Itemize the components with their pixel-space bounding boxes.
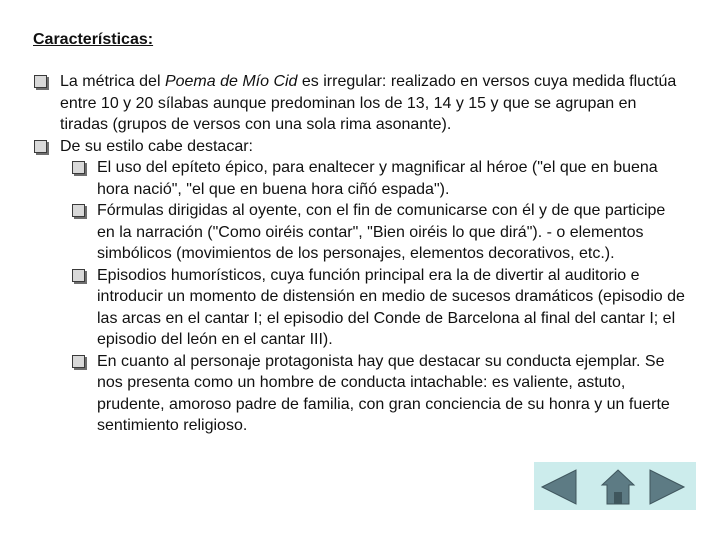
arrow-left-icon: [540, 468, 580, 506]
checkbox-bullet-icon: [34, 75, 47, 88]
item-text: El uso del epíteto épico, para enaltecer y magnificar al héroe ("el que en buena hora nació", "el que en buena hora ciñó espada").: [97, 159, 658, 198]
heading: Características:: [33, 31, 154, 48]
item-text: En cuanto al personaje protagonista hay que destacar su conducta ejemplar. Se nos presenta como un hombre de conducta intachable: es valiente, astuto, prudente, amoroso padre de familia, con gran conciencia de su honra y un fuerte sentimiento religioso.: [97, 352, 670, 434]
list-item-metrica: [60, 71, 685, 136]
checkbox-bullet-icon: [72, 355, 85, 368]
navigation-bar: [534, 462, 696, 510]
next-button[interactable]: [646, 468, 686, 506]
list-item-epiteto: [97, 157, 685, 200]
item-text-after: es irregular: realizado en versos cuya medida fluctúa entre 10 y 20 sílabas aunque predominan los de 13, 14 y 15 y que se agrupan en tiradas (grupos de versos con una sola rima asonante).: [60, 73, 677, 133]
checkbox-bullet-icon: [72, 161, 85, 174]
item-text: Episodios humorísticos, cuya función principal era la de divertir al auditorio e introducir un momento de distensión en medio de sucesos dramáticos (episodio de las arcas en el cantar I; el episodio del Conde de Barcelona al final del cantar I; el episodio del león en el cantar III).: [97, 266, 685, 348]
list-item-episodios: [97, 265, 685, 351]
item-text-before: La métrica del: [60, 73, 165, 90]
list-item-personaje: [97, 351, 685, 437]
home-icon: [598, 468, 638, 506]
item-text: De su estilo cabe destacar:: [60, 137, 253, 155]
list-item-formulas: [97, 200, 685, 265]
item-text: Fórmulas dirigidas al oyente, con el fin de comunicarse con él y de que participe en la narración ("Como oiréis contar", "Bien oiréis lo que dirá"). - o elementos simbólicos (movimientos de los personajes, elementos decorativos, etc.).: [97, 202, 666, 262]
previous-button[interactable]: [540, 468, 580, 506]
arrow-right-icon: [646, 468, 686, 506]
checkbox-bullet-icon: [72, 204, 85, 217]
list-item-estilo: [60, 136, 685, 158]
poem-title: Poema de Mío Cid: [164, 73, 298, 90]
home-button[interactable]: [598, 468, 638, 506]
bullet-list: [0, 71, 720, 437]
checkbox-bullet-icon: [72, 269, 85, 282]
checkbox-bullet-icon: [34, 140, 47, 153]
